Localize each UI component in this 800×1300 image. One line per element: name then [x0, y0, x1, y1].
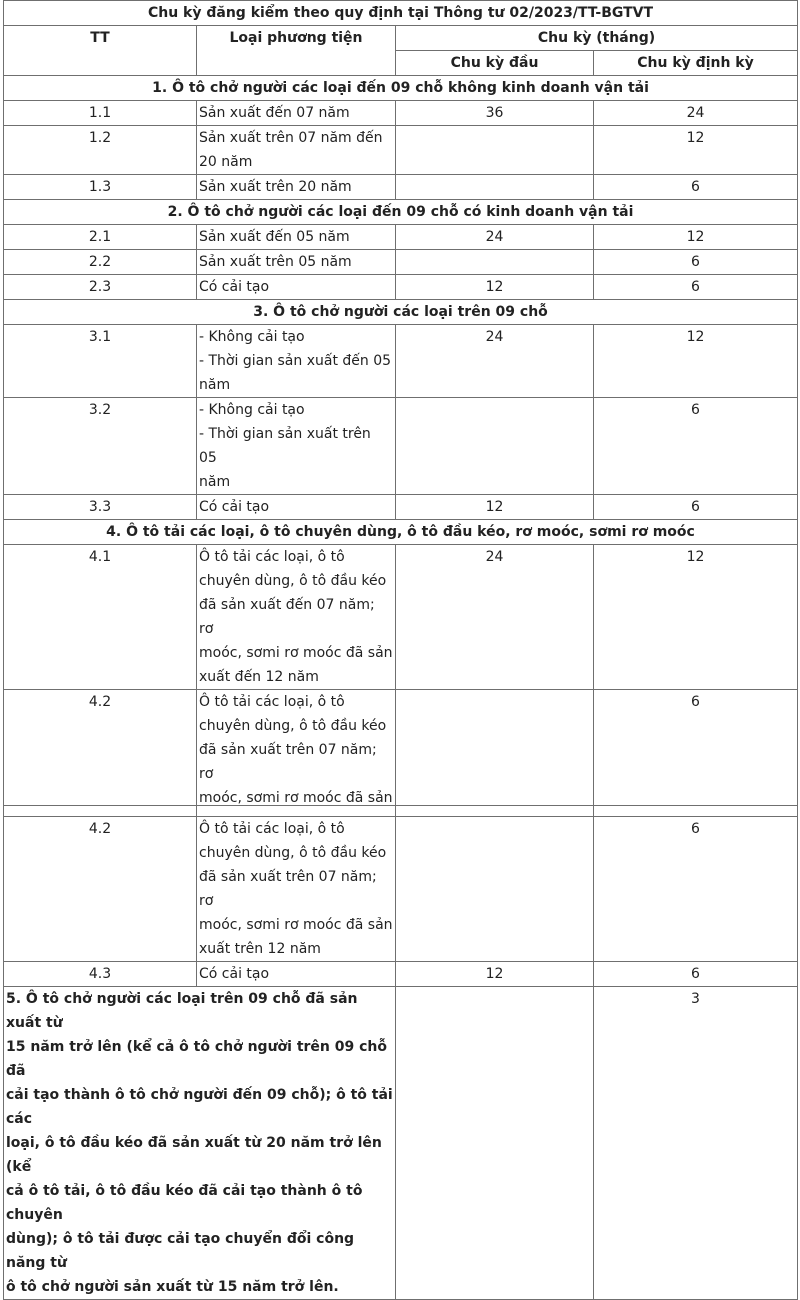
- row-first-cycle: [396, 175, 594, 200]
- row-tt: 3.3: [4, 495, 197, 520]
- table-row: [4, 545, 798, 690]
- vehicle-type-line: Sản xuất trên 07 năm đến: [199, 130, 383, 146]
- row-first-cycle: [396, 690, 594, 806]
- final-row-description: [4, 987, 396, 1300]
- vehicle-type-line: - Không cải tạo: [199, 329, 305, 345]
- header-first-cycle: Chu kỳ đầu: [396, 51, 594, 76]
- gap-cell: [594, 806, 798, 817]
- row-tt: 2.2: [4, 250, 197, 275]
- gap-cell: [4, 806, 197, 817]
- vehicle-type-line: - Thời gian sản xuất đến 05: [199, 353, 392, 369]
- final-row-line: 15 năm trở lên (kể cả ô tô chở người trên 09 chỗ đã: [6, 1039, 388, 1079]
- row-vehicle-type: [197, 690, 396, 806]
- row-vehicle-type: [197, 545, 396, 690]
- row-tt: 4.1: [4, 545, 197, 690]
- row-periodic-cycle: 6: [594, 250, 798, 275]
- vehicle-type-line: - Không cải tạo: [199, 402, 305, 418]
- row-first-cycle: 36: [396, 101, 594, 126]
- row-tt: 4.3: [4, 962, 197, 987]
- group-header-row: [4, 76, 798, 101]
- row-vehicle-type: [197, 817, 396, 962]
- row-vehicle-type: [197, 101, 396, 126]
- table-row: [4, 690, 798, 806]
- group-title: 3. Ô tô chở người các loại trên 09 chỗ: [4, 300, 798, 325]
- row-first-cycle: 12: [396, 495, 594, 520]
- row-first-cycle: [396, 126, 594, 175]
- row-gap: [4, 806, 798, 817]
- vehicle-type-line: moóc, sơmi rơ moóc đã sản: [199, 790, 393, 805]
- row-periodic-cycle: 6: [594, 175, 798, 200]
- row-tt: 3.1: [4, 325, 197, 398]
- row-vehicle-type: [197, 962, 396, 987]
- row-tt: 2.3: [4, 275, 197, 300]
- group-title: 1. Ô tô chở người các loại đến 09 chỗ không kinh doanh vận tải: [4, 76, 798, 101]
- row-periodic-cycle: 6: [594, 275, 798, 300]
- vehicle-type-line: Sản xuất trên 20 năm: [199, 179, 352, 195]
- header-periodic-cycle: Chu kỳ định kỳ: [594, 51, 798, 76]
- group-header-row: [4, 520, 798, 545]
- row-vehicle-type: [197, 175, 396, 200]
- row-first-cycle: 12: [396, 962, 594, 987]
- table-row: [4, 126, 798, 175]
- row-periodic-cycle: 12: [594, 545, 798, 690]
- vehicle-type-line: đã sản xuất trên 07 năm; rơ: [199, 869, 377, 909]
- row-periodic-cycle: 24: [594, 101, 798, 126]
- table-row: [4, 275, 798, 300]
- final-row-first-cycle: [396, 987, 594, 1300]
- row-vehicle-type: [197, 250, 396, 275]
- row-periodic-cycle: 12: [594, 325, 798, 398]
- gap-cell: [396, 806, 594, 817]
- final-row-line: dùng); ô tô tải được cải tạo chuyển đổi công năng từ: [6, 1231, 355, 1271]
- vehicle-type-line: chuyên dùng, ô tô đầu kéo: [199, 718, 387, 734]
- vehicle-type-line: - Thời gian sản xuất trên 05: [199, 426, 371, 466]
- table-row: [4, 225, 798, 250]
- table-body: [4, 76, 798, 1300]
- final-row-periodic-cycle: 3: [594, 987, 798, 1300]
- vehicle-type-line: Có cải tạo: [199, 966, 270, 982]
- vehicle-type-line: xuất đến 12 năm: [199, 669, 319, 685]
- table-row: [4, 495, 798, 520]
- row-vehicle-type: [197, 126, 396, 175]
- row-first-cycle: [396, 817, 594, 962]
- table-row: [4, 962, 798, 987]
- vehicle-type-line: xuất trên 12 năm: [199, 941, 321, 957]
- table-row: [4, 250, 798, 275]
- row-periodic-cycle: 12: [594, 126, 798, 175]
- row-periodic-cycle: 6: [594, 690, 798, 806]
- group-header-row: [4, 300, 798, 325]
- group-title: 2. Ô tô chở người các loại đến 09 chỗ có kinh doanh vận tải: [4, 200, 798, 225]
- table-title: Chu kỳ đăng kiểm theo quy định tại Thông tư 02/2023/TT-BGTVT: [4, 1, 798, 26]
- row-tt: 4.2: [4, 690, 197, 806]
- vehicle-type-line: 20 năm: [199, 154, 253, 170]
- vehicle-type-line: đã sản xuất trên 07 năm; rơ: [199, 742, 377, 782]
- final-row: [4, 987, 798, 1300]
- row-periodic-cycle: 6: [594, 398, 798, 495]
- row-periodic-cycle: 6: [594, 817, 798, 962]
- vehicle-type-line: Có cải tạo: [199, 279, 270, 295]
- row-periodic-cycle: 6: [594, 962, 798, 987]
- row-tt: 4.2: [4, 817, 197, 962]
- table-row: [4, 817, 798, 962]
- row-vehicle-type: [197, 275, 396, 300]
- row-periodic-cycle: 12: [594, 225, 798, 250]
- table-row: [4, 175, 798, 200]
- row-first-cycle: 24: [396, 325, 594, 398]
- vehicle-type-line: Ô tô tải các loại, ô tô: [199, 549, 345, 565]
- row-vehicle-type: [197, 495, 396, 520]
- row-first-cycle: 12: [396, 275, 594, 300]
- vehicle-type-line: chuyên dùng, ô tô đầu kéo: [199, 845, 387, 861]
- row-periodic-cycle: 6: [594, 495, 798, 520]
- vehicle-type-line: Ô tô tải các loại, ô tô: [199, 694, 345, 710]
- vehicle-type-line: Sản xuất trên 05 năm: [199, 254, 352, 270]
- row-tt: 3.2: [4, 398, 197, 495]
- row-first-cycle: [396, 250, 594, 275]
- vehicle-type-line: chuyên dùng, ô tô đầu kéo: [199, 573, 387, 589]
- header-vehicle-type: Loại phương tiện: [197, 26, 396, 76]
- final-row-line: cả ô tô tải, ô tô đầu kéo đã cải tạo thành ô tô chuyên: [6, 1183, 363, 1223]
- vehicle-type-line: năm: [199, 377, 231, 393]
- vehicle-type-line: Sản xuất đến 05 năm: [199, 229, 350, 245]
- table-row: [4, 398, 798, 495]
- vehicle-type-line: Có cải tạo: [199, 499, 270, 515]
- table-row: [4, 325, 798, 398]
- table-row: [4, 101, 798, 126]
- gap-cell: [197, 806, 396, 817]
- final-row-line: 5. Ô tô chở người các loại trên 09 chỗ đã sản xuất từ: [6, 991, 358, 1031]
- vehicle-type-line: Sản xuất đến 07 năm: [199, 105, 350, 121]
- row-tt: 1.2: [4, 126, 197, 175]
- clipped-content: [199, 690, 393, 805]
- final-row-line: cải tạo thành ô tô chở người đến 09 chỗ); ô tô tải các: [6, 1087, 393, 1127]
- row-tt: 1.1: [4, 101, 197, 126]
- row-tt: 1.3: [4, 175, 197, 200]
- vehicle-type-line: Ô tô tải các loại, ô tô: [199, 821, 345, 837]
- vehicle-type-line: moóc, sơmi rơ moóc đã sản: [199, 645, 393, 661]
- inspection-cycle-table: [3, 0, 798, 1300]
- group-title: 4. Ô tô tải các loại, ô tô chuyên dùng, ô tô đầu kéo, rơ moóc, sơmi rơ moóc: [4, 520, 798, 545]
- vehicle-type-line: năm: [199, 474, 231, 490]
- group-header-row: [4, 200, 798, 225]
- header-cycle-months: Chu kỳ (tháng): [396, 26, 798, 51]
- row-vehicle-type: [197, 325, 396, 398]
- final-row-line: ô tô chở người sản xuất từ 15 năm trở lên.: [6, 1279, 339, 1295]
- header-tt: TT: [4, 26, 197, 76]
- vehicle-type-line: đã sản xuất đến 07 năm; rơ: [199, 597, 375, 637]
- row-first-cycle: 24: [396, 545, 594, 690]
- row-first-cycle: [396, 398, 594, 495]
- vehicle-type-line: moóc, sơmi rơ moóc đã sản: [199, 917, 393, 933]
- row-tt: 2.1: [4, 225, 197, 250]
- row-vehicle-type: [197, 398, 396, 495]
- row-first-cycle: 24: [396, 225, 594, 250]
- row-vehicle-type: [197, 225, 396, 250]
- final-row-line: loại, ô tô đầu kéo đã sản xuất từ 20 năm trở lên (kể: [6, 1135, 382, 1175]
